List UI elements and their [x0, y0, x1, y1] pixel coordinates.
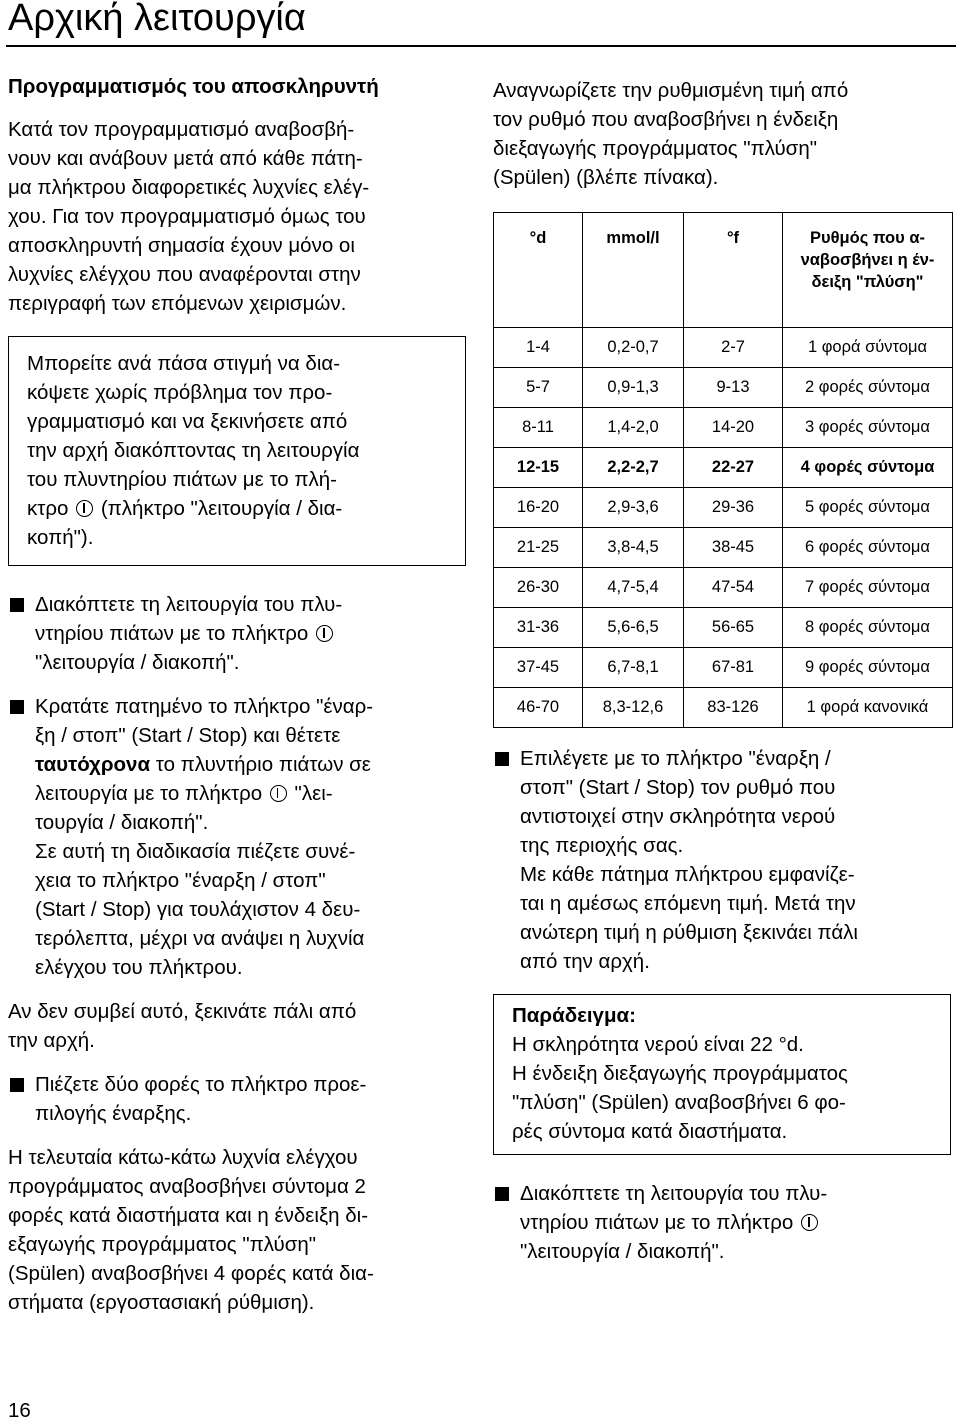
- example-title: Παράδειγμα:: [512, 1004, 636, 1027]
- table-cell: 12-15: [494, 448, 583, 488]
- step-press-preselect: Πιέζετε δύο φορές το πλήκτρο προε- πιλογής έναρξης.: [8, 1070, 466, 1128]
- header-blink-rate: Ρυθμός που α- ναβοσβήνει η έν- δειξη "πλύση": [783, 213, 953, 328]
- intro-paragraph: Κατά τον προγραμματισμό αναβοσβή- νουν και ανάβουν μετά από κάθε πάτη- μα πλήκτρου διαφορετικές λυχνίες ελέγ- χου. Για τον προγραμματισμό όμως του αποσκληρυντή σημασία έχουν μόνο οι λυχνίες ελέγχου που αναφέρονται στην περιγραφή των επόμενων χειρισμών.: [8, 118, 370, 315]
- table-cell: 22-27: [684, 448, 783, 488]
- section-heading: Προγραμματισμός του αποσκληρυντή: [8, 75, 379, 98]
- header-degree-f: °f: [684, 213, 783, 328]
- step-stop-dishwasher-final: Διακόπτετε τη λειτουργία του πλυ- ντηρίου πιάτων με το πλήκτρο "λειτουργία / διακοπή".: [493, 1179, 951, 1266]
- table-row: [494, 488, 953, 528]
- header-divider: [6, 45, 956, 47]
- table-cell: 2 φορές σύντομα: [783, 368, 953, 408]
- table-cell: 1 φορά σύντομα: [783, 328, 953, 368]
- table-cell: 9 φορές σύντομα: [783, 648, 953, 688]
- table-row: [494, 568, 953, 608]
- page-number: 16: [8, 1399, 31, 1422]
- table-cell: 26-30: [494, 568, 583, 608]
- table-cell: 5,6-6,5: [583, 608, 684, 648]
- table-cell: 2,2-2,7: [583, 448, 684, 488]
- table-cell: 3,8-4,5: [583, 528, 684, 568]
- example-box: Παράδειγμα: Η σκληρότητα νερού είναι 22 °d. Η ένδειξη διεξαγωγής προγράμματος "πλύση" (Spülen) αναβοσβήνει 6 φο- ρές σύντομα κατά διαστήματα.: [493, 994, 951, 1155]
- table-cell: 7 φορές σύντομα: [783, 568, 953, 608]
- table-cell: 37-45: [494, 648, 583, 688]
- table-row: [494, 688, 953, 728]
- table-cell: 1 φορά κανονικά: [783, 688, 953, 728]
- table-header-row: [494, 213, 953, 328]
- table-cell: 0,9-1,3: [583, 368, 684, 408]
- step-select-rate: Επιλέγετε με το πλήκτρο "έναρξη / στοπ" (Start / Stop) τον ρυθμό που αντιστοιχεί στην σκληρότητα νερού της περιοχής σας. Με κάθε πάτημα πλήκτρου εμφανίζε- ται η αμέσως επόμενη τιμή. Μετά την ανώτερη τιμή η ρύθμιση ξεκινάει πάλι από την αρχή.: [493, 744, 951, 976]
- table-cell: 1,4-2,0: [583, 408, 684, 448]
- table-row: [494, 448, 953, 488]
- table-cell: 0,2-0,7: [583, 328, 684, 368]
- table-cell: 5-7: [494, 368, 583, 408]
- table-cell: 3 φορές σύντομα: [783, 408, 953, 448]
- table-cell: 8-11: [494, 408, 583, 448]
- table-cell: 4,7-5,4: [583, 568, 684, 608]
- table-cell: 16-20: [494, 488, 583, 528]
- hardness-table: [493, 212, 953, 728]
- table-cell: 31-36: [494, 608, 583, 648]
- table-cell: 21-25: [494, 528, 583, 568]
- table-cell: 4 φορές σύντομα: [783, 448, 953, 488]
- table-cell: 14-20: [684, 408, 783, 448]
- step-stop-dishwasher: Διακόπτετε τη λειτουργία του πλυ- ντηρίου πιάτων με το πλήκτρο "λειτουργία / διακοπή".: [8, 590, 466, 677]
- note-box: Μπορείτε ανά πάσα στιγμή να δια- κόψετε χωρίς πρόβλημα τον προ- γραμματισμό και να ξεκινήσετε από την αρχή διακόπτοντας τη λειτουργία του πλυντηρίου πιάτων με το πλή- κτρο (πλήκτρο "λειτουργία / δια- κοπή").: [8, 336, 466, 566]
- table-row: [494, 368, 953, 408]
- table-body: [494, 328, 953, 728]
- power-key-icon: [76, 500, 93, 517]
- right-column: [493, 76, 951, 1266]
- table-cell: 83-126: [684, 688, 783, 728]
- table-cell: 38-45: [684, 528, 783, 568]
- table-intro: Αναγνωρίζετε την ρυθμισμένη τιμή από τον ρυθμό που αναβοσβήνει η ένδειξη διεξαγωγής προγράμματος "πλύση" (Spülen) (βλέπε πίνακα).: [493, 79, 849, 189]
- table-row: [494, 408, 953, 448]
- step-hold-start-stop: Κρατάτε πατημένο το πλήκτρο "έναρ- ξη / στοπ" (Start / Stop) και θέτετε ταυτόχρονα το πλυντήριο πιάτων σε λειτουργία με το πλήκτρο "λει- τουργία / διακοπή". Σε αυτή τη διαδικασία πιέζετε συνέ- χεια το πλήκτρο "έναρξη / στοπ" (Start / Stop) για τουλάχιστον 4 δευ- τερόλεπτα, μέχρι να ανάψει η λυχνία ελέγχου του πλήκτρου.: [8, 692, 466, 982]
- table-cell: 8,3-12,6: [583, 688, 684, 728]
- table-cell: 8 φορές σύντομα: [783, 608, 953, 648]
- table-row: [494, 328, 953, 368]
- table-cell: 29-36: [684, 488, 783, 528]
- power-key-icon: [316, 625, 333, 642]
- outro-paragraph: Η τελευταία κάτω-κάτω λυχνία ελέγχου προγράμματος αναβοσβήνει σύντομα 2 φορές κατά διαστήματα και η ένδειξη δι- εξαγωγής προγράμματος "πλύση" (Spülen) αναβοσβήνει 4 φορές κατά δια- στήματα (εργοστασιακή ρύθμιση).: [8, 1146, 374, 1314]
- table-cell: 2-7: [684, 328, 783, 368]
- table-row: [494, 608, 953, 648]
- table-cell: 67-81: [684, 648, 783, 688]
- table-cell: 2,9-3,6: [583, 488, 684, 528]
- table-cell: 47-54: [684, 568, 783, 608]
- header-degree-d: °d: [494, 213, 583, 328]
- table-cell: 6 φορές σύντομα: [783, 528, 953, 568]
- table-cell: 56-65: [684, 608, 783, 648]
- power-key-icon: [270, 785, 287, 802]
- table-row: [494, 648, 953, 688]
- power-key-icon: [801, 1214, 818, 1231]
- table-cell: 5 φορές σύντομα: [783, 488, 953, 528]
- retry-paragraph: Αν δεν συμβεί αυτό, ξεκινάτε πάλι από την αρχή.: [8, 1000, 357, 1052]
- table-cell: 9-13: [684, 368, 783, 408]
- table-cell: 46-70: [494, 688, 583, 728]
- left-column: [8, 72, 466, 1317]
- table-row: [494, 528, 953, 568]
- table-cell: 1-4: [494, 328, 583, 368]
- table-cell: 6,7-8,1: [583, 648, 684, 688]
- page-title: Αρχική λειτουργία: [8, 0, 306, 39]
- header-mmol: mmol/l: [583, 213, 684, 328]
